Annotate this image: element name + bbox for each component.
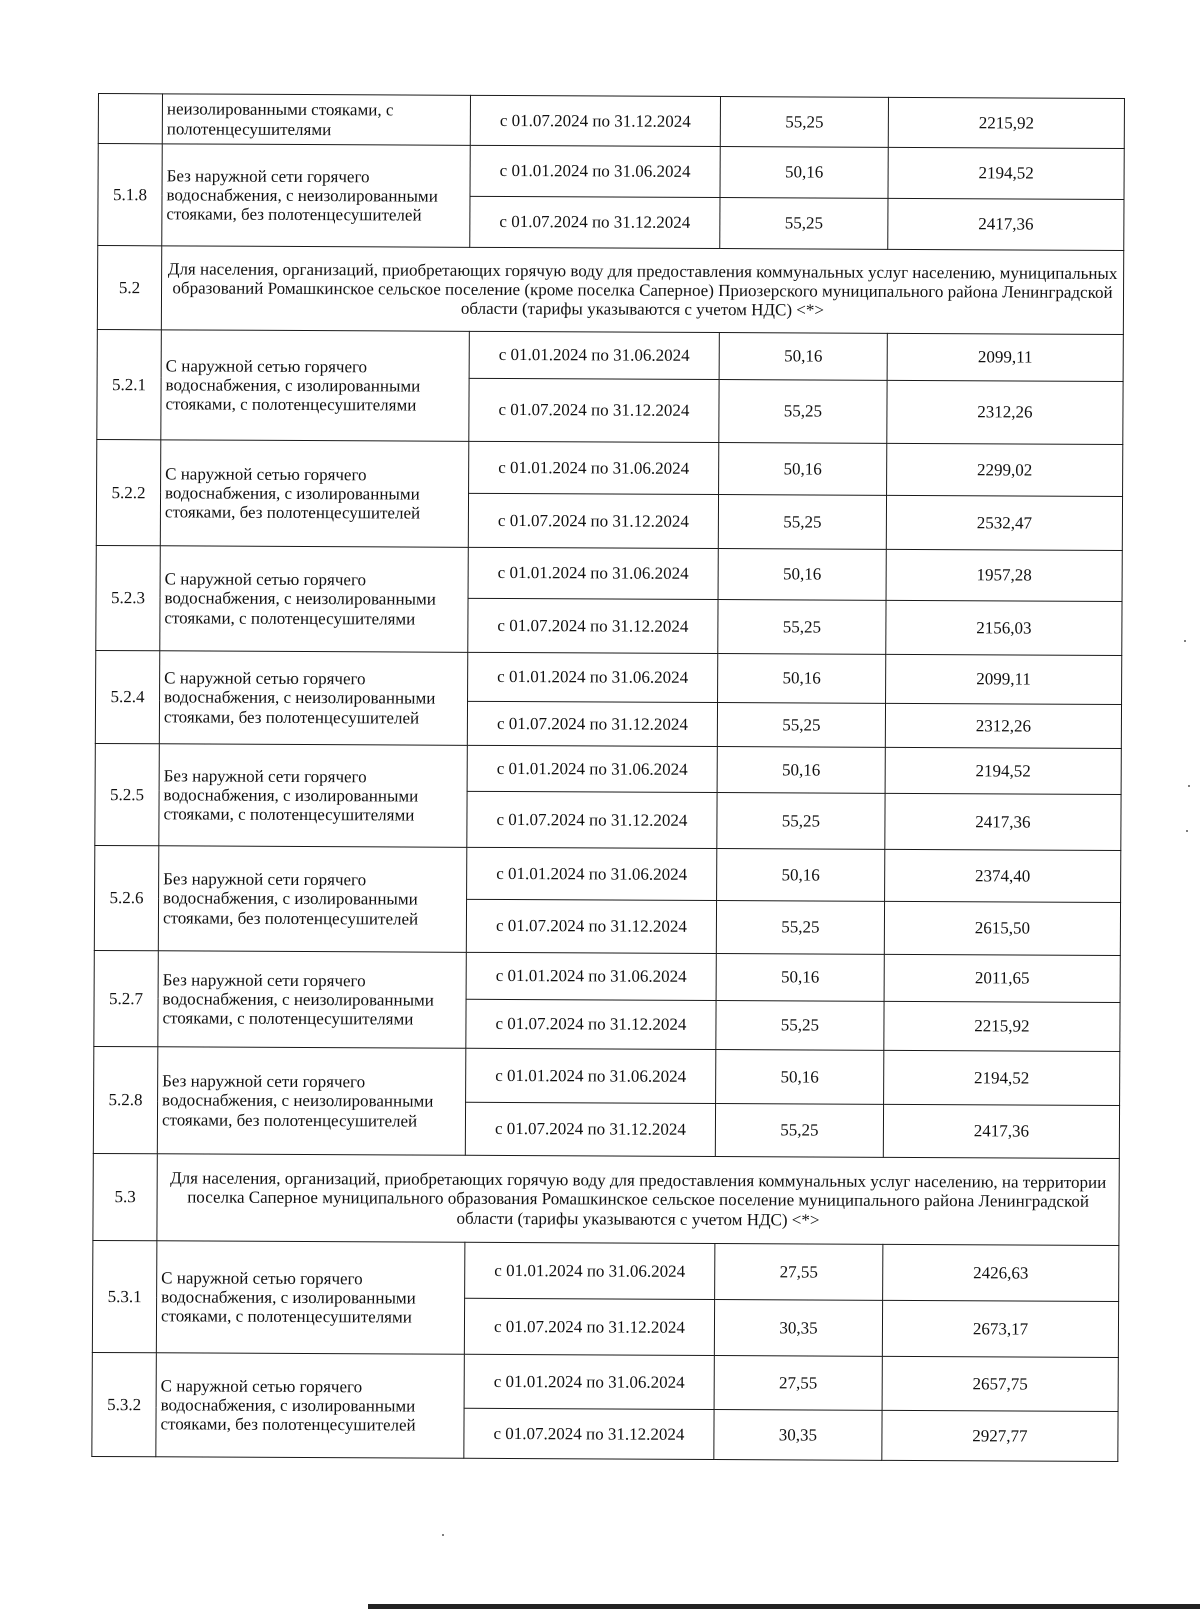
tariff-table (91, 93, 1125, 1462)
section-title: Для населения, организаций, приобретающих горячую воду для предоставления коммунальных услуг населению, муниципальных образований Ромашкинское сельское поселение (кроме поселка Саперное) Приозерского муниципального района Ленинградской области (тарифы указываются с учетом НДС) <*> (161, 246, 1123, 335)
period-cell: с 01.01.2024 по 31.06.2024 (469, 441, 719, 494)
rate-cell: 50,16 (717, 849, 885, 902)
period-cell: с 01.01.2024 по 31.06.2024 (466, 952, 716, 1000)
period-cell: с 01.01.2024 по 31.06.2024 (468, 652, 718, 702)
price-cell: 2615,50 (884, 901, 1120, 955)
period-cell: с 01.07.2024 по 31.12.2024 (468, 598, 718, 653)
period-cell: с 01.01.2024 по 31.06.2024 (464, 1354, 714, 1409)
scan-speck (442, 1534, 444, 1536)
price-cell: 2099,11 (886, 654, 1122, 704)
period-cell: с 01.01.2024 по 31.06.2024 (465, 1242, 715, 1299)
price-cell: 2417,36 (888, 198, 1124, 250)
item-code: 5.1.8 (98, 144, 162, 246)
rate-cell: 55,25 (720, 97, 888, 148)
item-description: С наружной сетью горячего водоснабжения, с изолированными стояками, без полотенцесушителей (160, 440, 469, 548)
period-cell: с 01.01.2024 по 31.06.2024 (466, 1048, 716, 1103)
price-cell: 1957,28 (886, 549, 1122, 601)
item-code: 5.2.8 (93, 1046, 158, 1153)
item-code: 5.2.4 (95, 650, 159, 743)
item-description: Без наружной сети горячего водоснабжения, с изолированными стояками, без полотенцесушителей (158, 846, 467, 953)
item-code: 5.2.6 (94, 845, 159, 950)
item-description: С наружной сетью горячего водоснабжения, с изолированными стояками, без полотенцесушителей (156, 1353, 465, 1459)
rate-cell: 55,25 (717, 793, 885, 850)
item-description: Без наружной сети горячего водоснабжения, с неизолированными стояками, с полотенцесушителями (158, 951, 466, 1049)
rate-cell: 55,25 (715, 1104, 883, 1158)
section-title: Для населения, организаций, приобретающих горячую воду для предоставления коммунальных услуг населению, на территории поселка Саперное муниципального образования Ромашкинское сельское поселение муниципального района Ленинградской области (тарифы указываются с учетом НДС) <*> (157, 1154, 1119, 1246)
tariff-table-body (92, 94, 1125, 1462)
rate-cell: 50,16 (718, 654, 886, 704)
section-row (97, 246, 1123, 335)
section-row (93, 1153, 1119, 1245)
item-code: 5.3.2 (92, 1352, 157, 1456)
item-description: Без наружной сети горячего водоснабжения, с изолированными стояками, с полотенцесушителями (159, 744, 467, 848)
item-description: С наружной сетью горячего водоснабжения, с неизолированными стояками, без полотенцесушителей (159, 651, 467, 746)
price-cell: 2927,77 (882, 1410, 1118, 1461)
period-cell: с 01.07.2024 по 31.12.2024 (465, 1102, 715, 1156)
period-cell: с 01.07.2024 по 31.12.2024 (466, 899, 716, 953)
rate-cell: 50,16 (716, 1050, 884, 1105)
price-cell: 2194,52 (884, 1050, 1120, 1105)
price-cell: 2099,11 (887, 333, 1123, 381)
period-cell: с 01.07.2024 по 31.12.2024 (466, 999, 716, 1049)
period-cell: с 01.07.2024 по 31.12.2024 (467, 701, 717, 746)
item-code: 5.2.2 (96, 439, 161, 545)
item-description: С наружной сетью горячего водоснабжения, с изолированными стояками, с полотенцесушителями (161, 330, 470, 442)
rate-cell: 27,55 (714, 1356, 882, 1411)
rate-cell: 55,25 (716, 1001, 884, 1051)
item-code (98, 94, 162, 144)
rate-cell: 30,35 (714, 1300, 882, 1357)
price-cell: 2657,75 (882, 1356, 1118, 1411)
rate-cell: 50,16 (719, 333, 887, 381)
tariff-row (93, 1240, 1119, 1301)
section-code: 5.2 (97, 246, 161, 330)
price-cell: 2011,65 (884, 954, 1120, 1002)
item-code: 5.2.3 (96, 545, 161, 650)
price-cell: 2312,26 (887, 380, 1123, 444)
scan-speck (1186, 830, 1188, 832)
tariff-row (97, 439, 1123, 496)
tariff-row (97, 329, 1123, 381)
rate-cell: 50,16 (719, 443, 887, 496)
rate-cell: 30,35 (714, 1410, 882, 1461)
rate-cell: 50,16 (720, 147, 888, 199)
rate-cell: 55,25 (716, 901, 884, 955)
item-code: 5.2.1 (97, 329, 162, 439)
period-cell: с 01.07.2024 по 31.12.2024 (470, 196, 720, 248)
price-cell: 2417,36 (883, 1104, 1119, 1158)
period-cell: с 01.07.2024 по 31.12.2024 (464, 1298, 714, 1355)
page-edge-line (368, 1604, 1200, 1609)
rate-cell: 27,55 (715, 1244, 883, 1301)
price-cell: 2215,92 (884, 1001, 1120, 1051)
item-description: С наружной сетью горячего водоснабжения, с неизолированными стояками, с полотенцесушителями (160, 546, 469, 653)
price-cell: 2194,52 (888, 147, 1124, 199)
period-cell: с 01.01.2024 по 31.06.2024 (470, 145, 720, 197)
tariff-row (94, 950, 1120, 1002)
period-cell: с 01.01.2024 по 31.06.2024 (467, 847, 717, 900)
scan-speck (1184, 640, 1186, 642)
price-cell: 2374,40 (885, 849, 1121, 902)
period-cell: с 01.07.2024 по 31.12.2024 (467, 791, 717, 848)
period-cell: с 01.01.2024 по 31.06.2024 (468, 547, 718, 599)
rate-cell: 50,16 (718, 549, 886, 601)
price-cell: 2532,47 (886, 495, 1122, 550)
rate-cell: 55,25 (717, 703, 885, 748)
item-description: Без наружной сети горячего водоснабжения, с неизолированными стояками, без полотенцесушителей (157, 1047, 466, 1156)
period-cell: с 01.01.2024 по 31.06.2024 (469, 331, 719, 379)
rate-cell: 55,25 (718, 495, 886, 550)
tariff-row (95, 743, 1121, 794)
item-code: 5.2.7 (94, 950, 158, 1046)
tariff-row (96, 545, 1122, 601)
period-cell: с 01.07.2024 по 31.12.2024 (470, 95, 720, 146)
rate-cell: 55,25 (719, 380, 887, 444)
tariff-row (94, 1046, 1120, 1105)
tariff-row (95, 845, 1121, 902)
price-cell: 2156,03 (886, 600, 1122, 655)
period-cell: с 01.07.2024 по 31.12.2024 (464, 1408, 714, 1459)
price-cell: 2215,92 (888, 97, 1124, 148)
price-cell: 2312,26 (885, 703, 1121, 748)
item-description: Без наружной сети горячего водоснабжения, с неизолированными стояками, без полотенцесушителей (162, 144, 470, 248)
price-cell: 2417,36 (885, 793, 1121, 850)
scan-speck (1188, 785, 1190, 787)
period-cell: с 01.01.2024 по 31.06.2024 (467, 745, 717, 792)
item-code: 5.2.5 (95, 743, 159, 845)
period-cell: с 01.07.2024 по 31.12.2024 (469, 378, 719, 442)
period-cell: с 01.07.2024 по 31.12.2024 (468, 493, 718, 548)
rate-cell: 50,16 (716, 954, 884, 1002)
tariff-row (92, 1352, 1118, 1411)
tariff-row (96, 650, 1122, 704)
rate-cell: 55,25 (720, 198, 888, 250)
item-description: неизолированными стояками, с полотенцесушителями (162, 94, 470, 146)
section-code: 5.3 (93, 1153, 157, 1240)
tariff-row (98, 144, 1124, 200)
rate-cell: 55,25 (718, 600, 886, 655)
price-cell: 2299,02 (887, 443, 1123, 496)
price-cell: 2194,52 (885, 747, 1121, 794)
item-code: 5.3.1 (92, 1240, 157, 1352)
tariff-row (98, 94, 1124, 149)
price-cell: 2426,63 (883, 1244, 1119, 1301)
rate-cell: 50,16 (717, 747, 885, 794)
price-cell: 2673,17 (882, 1300, 1118, 1357)
item-description: С наружной сетью горячего водоснабжения, с изолированными стояками, с полотенцесушителями (156, 1241, 465, 1355)
